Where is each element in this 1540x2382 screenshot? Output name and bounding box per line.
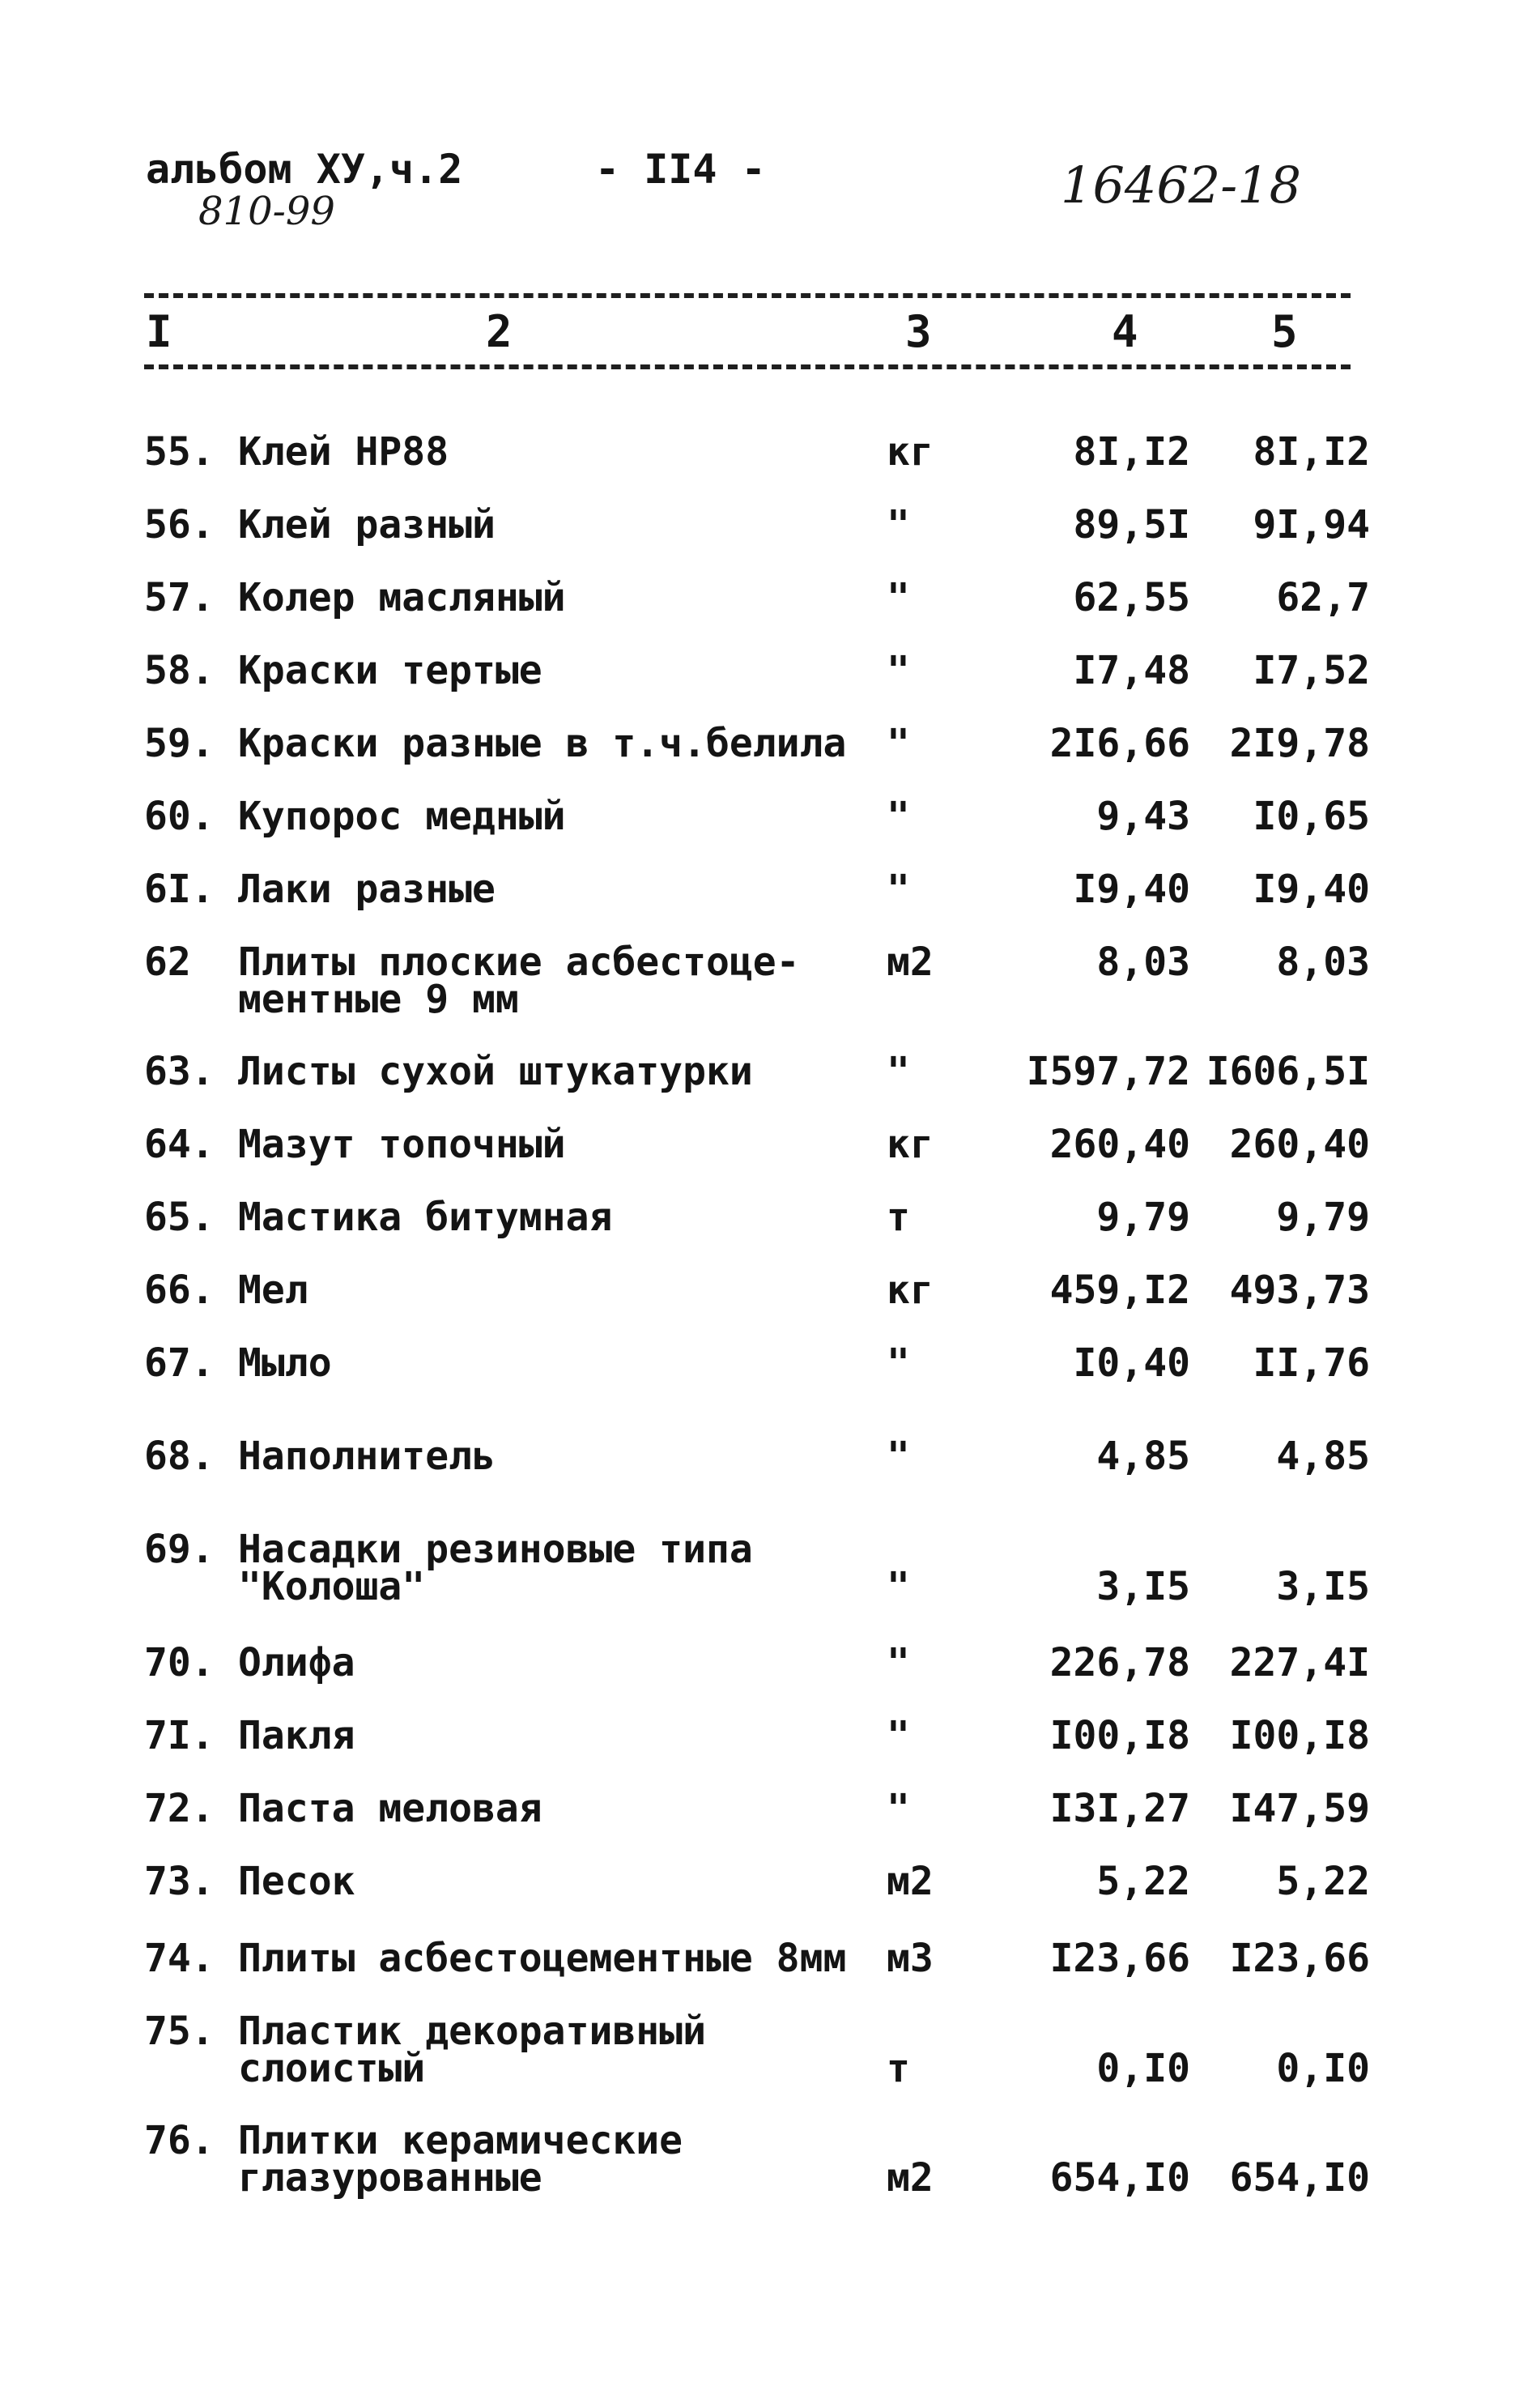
row-number: 58. — [144, 648, 215, 693]
unit: кг — [887, 429, 934, 475]
material-name: Колер масляный — [238, 575, 566, 620]
value-col-5: 2I9,78 — [1229, 721, 1370, 766]
unit: " — [887, 502, 910, 548]
value-col-4: I23,66 — [1049, 1936, 1190, 1981]
value-col-4: 8I,I2 — [1073, 429, 1190, 475]
row-number: 72. — [144, 1786, 215, 1831]
row-number: 63. — [144, 1049, 215, 1094]
material-name: Мазут топочный — [238, 1122, 566, 1167]
material-name: Лаки разные — [238, 867, 496, 912]
column-header-3: 3 — [905, 306, 932, 357]
value-col-5: 8I,I2 — [1253, 429, 1370, 475]
value-col-4: 2I6,66 — [1049, 721, 1190, 766]
material-name: Клей НР88 — [238, 429, 449, 475]
value-col-5: II,76 — [1253, 1340, 1370, 1386]
value-col-4: I00,I8 — [1049, 1713, 1190, 1758]
material-name: Краски тертые — [238, 648, 542, 693]
value-col-5: 654,I0 — [1229, 2155, 1370, 2201]
material-name: Мел — [238, 1268, 308, 1313]
column-header-2: 2 — [486, 306, 513, 357]
document-code: 16462-18 — [1061, 156, 1302, 215]
material-name: Краски разные в т.ч.белила — [238, 721, 847, 766]
row-number: 64. — [144, 1122, 215, 1167]
value-col-5: 62,7 — [1276, 575, 1370, 620]
unit: " — [887, 575, 910, 620]
album-title: альбом ХУ,ч.2 — [146, 146, 463, 193]
unit: м2 — [887, 940, 934, 985]
row-number: 70. — [144, 1640, 215, 1685]
value-col-5: 9,79 — [1276, 1195, 1370, 1240]
unit: " — [887, 794, 910, 839]
row-number: 6I. — [144, 867, 215, 912]
value-col-5: 9I,94 — [1253, 502, 1370, 548]
unit: " — [887, 721, 910, 766]
row-number: 57. — [144, 575, 215, 620]
unit: кг — [887, 1268, 934, 1313]
material-name: Пластик декоративный слоистый — [238, 2009, 706, 2091]
value-col-4: 62,55 — [1073, 575, 1190, 620]
value-col-5: 227,4I — [1229, 1640, 1370, 1685]
row-number: 60. — [144, 794, 215, 839]
unit: " — [887, 1340, 910, 1386]
unit: м3 — [887, 1936, 934, 1981]
value-col-5: I0,65 — [1253, 794, 1370, 839]
row-number: 75. — [144, 2009, 215, 2054]
row-number: 76. — [144, 2118, 215, 2163]
unit: " — [887, 1434, 910, 1479]
material-name: Плиты плоские асбестоце-ментные 9 мм — [238, 940, 800, 1022]
value-col-5: 493,73 — [1229, 1268, 1370, 1313]
row-number: 69. — [144, 1527, 215, 1572]
material-name: Мыло — [238, 1340, 332, 1386]
row-number: 55. — [144, 429, 215, 475]
unit: " — [887, 1640, 910, 1685]
material-name: Насадки резиновые типа "Колоша" — [238, 1527, 753, 1609]
unit: м2 — [887, 2155, 934, 2201]
column-header-4: 4 — [1112, 306, 1138, 357]
row-number: 67. — [144, 1340, 215, 1386]
material-name: Плиты асбестоцементные 8мм — [238, 1936, 847, 1981]
value-col-4: 260,40 — [1049, 1122, 1190, 1167]
value-col-4: I7,48 — [1073, 648, 1190, 693]
value-col-5: 3,I5 — [1276, 1564, 1370, 1609]
material-name: Песок — [238, 1859, 355, 1904]
row-number: 7I. — [144, 1713, 215, 1758]
unit: кг — [887, 1122, 934, 1167]
row-number: 74. — [144, 1936, 215, 1981]
value-col-4: 226,78 — [1049, 1640, 1190, 1685]
column-header-1: I — [146, 306, 172, 357]
material-name: Паста меловая — [238, 1786, 542, 1831]
value-col-4: 459,I2 — [1049, 1268, 1190, 1313]
value-col-5: I47,59 — [1229, 1786, 1370, 1831]
value-col-4: 9,79 — [1096, 1195, 1190, 1240]
material-name: Плитки керамические глазурованные — [238, 2118, 683, 2201]
value-col-5: 8,03 — [1276, 940, 1370, 985]
unit: м2 — [887, 1859, 934, 1904]
value-col-4: 5,22 — [1096, 1859, 1190, 1904]
value-col-4: 4,85 — [1096, 1434, 1190, 1479]
value-col-5: 4,85 — [1276, 1434, 1370, 1479]
value-col-4: I0,40 — [1073, 1340, 1190, 1386]
material-name: Олифа — [238, 1640, 355, 1685]
table-header-rule — [144, 364, 1351, 369]
value-col-5: I00,I8 — [1229, 1713, 1370, 1758]
unit: " — [887, 1713, 910, 1758]
value-col-4: 9,43 — [1096, 794, 1190, 839]
value-col-5: I7,52 — [1253, 648, 1370, 693]
value-col-5: I9,40 — [1253, 867, 1370, 912]
page-number: - II4 - — [595, 146, 766, 193]
material-name: Листы сухой штукатурки — [238, 1049, 753, 1094]
value-col-5: I23,66 — [1229, 1936, 1370, 1981]
table-top-rule — [144, 293, 1351, 298]
material-name: Купорос медный — [238, 794, 566, 839]
unit: " — [887, 648, 910, 693]
column-header-5: 5 — [1271, 306, 1298, 357]
value-col-5: I606,5I — [1206, 1049, 1370, 1094]
material-name: Пакля — [238, 1713, 355, 1758]
unit: т — [887, 2046, 910, 2091]
value-col-5: 260,40 — [1229, 1122, 1370, 1167]
row-number: 56. — [144, 502, 215, 548]
row-number: 62 — [144, 940, 191, 985]
value-col-4: 3,I5 — [1096, 1564, 1190, 1609]
material-name: Клей разный — [238, 502, 496, 548]
value-col-4: 89,5I — [1073, 502, 1190, 548]
value-col-4: 8,03 — [1096, 940, 1190, 985]
unit: " — [887, 867, 910, 912]
value-col-4: 654,I0 — [1049, 2155, 1190, 2201]
value-col-5: 5,22 — [1276, 1859, 1370, 1904]
unit: " — [887, 1564, 910, 1609]
value-col-4: I9,40 — [1073, 867, 1190, 912]
row-number: 73. — [144, 1859, 215, 1904]
row-number: 65. — [144, 1195, 215, 1240]
material-name: Наполнитель — [238, 1434, 496, 1479]
value-col-4: I3I,27 — [1049, 1786, 1190, 1831]
value-col-5: 0,I0 — [1276, 2046, 1370, 2091]
unit: т — [887, 1195, 910, 1240]
value-col-4: 0,I0 — [1096, 2046, 1190, 2091]
unit: " — [887, 1786, 910, 1831]
unit: " — [887, 1049, 910, 1094]
row-number: 66. — [144, 1268, 215, 1313]
row-number: 68. — [144, 1434, 215, 1479]
material-name: Мастика битумная — [238, 1195, 613, 1240]
album-code: 810-99 — [198, 189, 335, 234]
value-col-4: I597,72 — [1026, 1049, 1190, 1094]
row-number: 59. — [144, 721, 215, 766]
